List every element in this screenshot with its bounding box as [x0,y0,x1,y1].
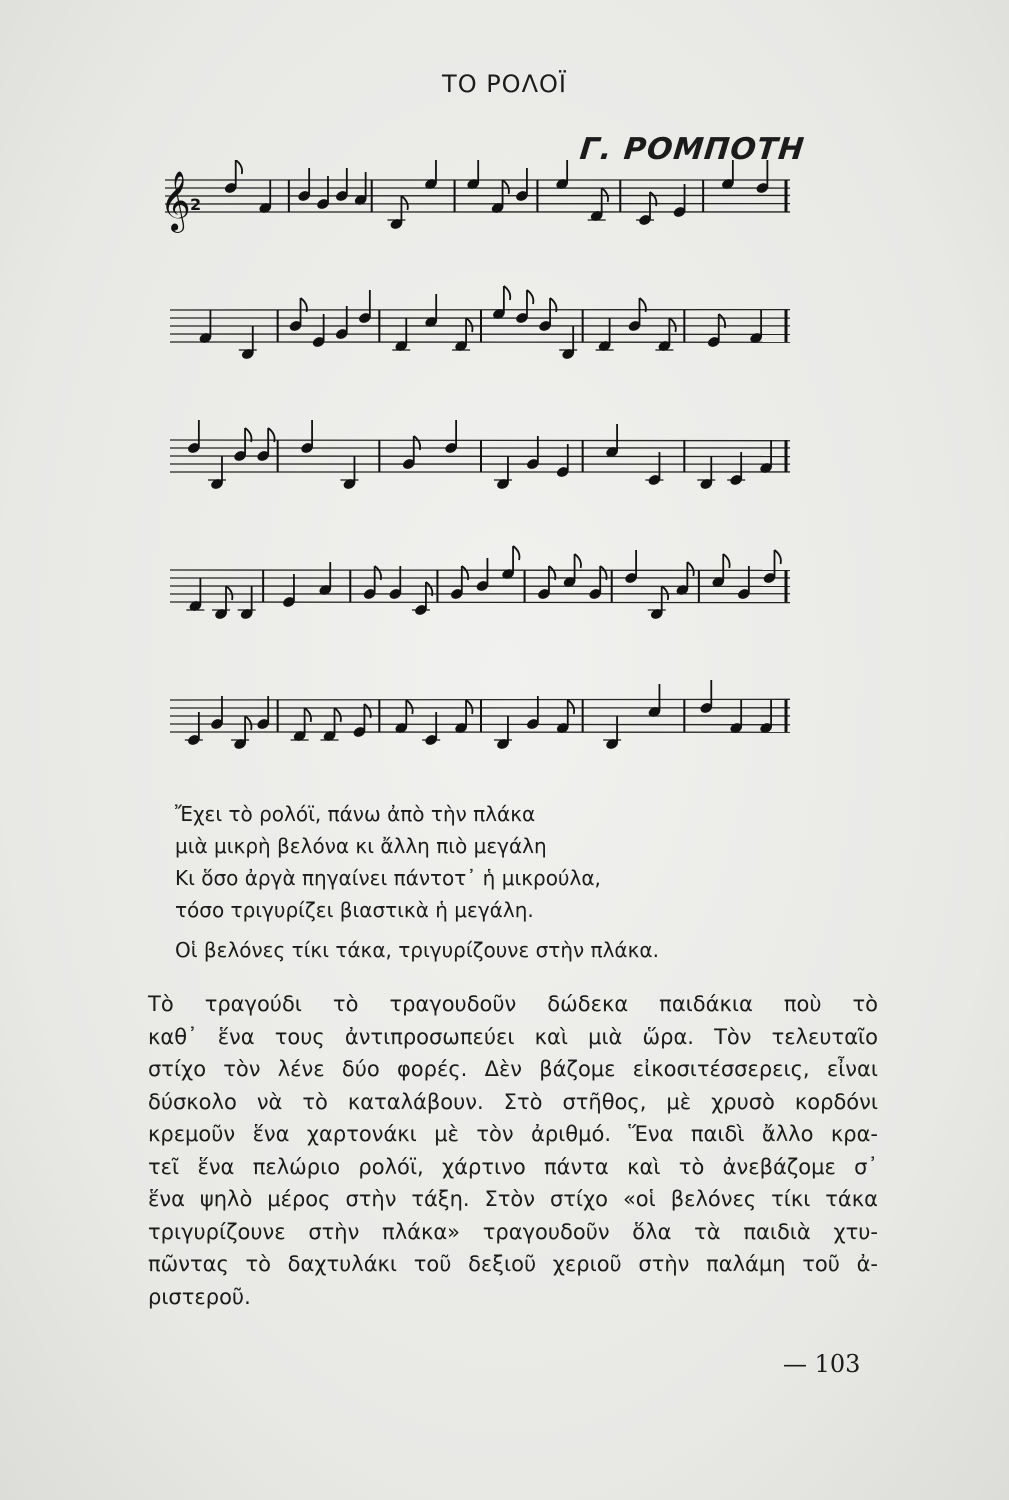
music-staff [170,546,790,621]
song-title: ΤΟ ΡΟΛΟΪ [442,70,567,98]
music-score [150,160,800,800]
paragraph-line: ριστεροῦ. [148,1284,251,1309]
paragraph-line: Τὸ τραγούδι τὸ τραγουδοῦν δώδεκα παιδάκια ποὺ τὸ [148,992,878,1016]
composer-name: Γ. ΡΟΜΠΟΤΗ [578,132,807,167]
music-staff [170,680,790,751]
paragraph-line: στίχο τὸν λένε δύο φορές. Δὲν βάζομε εἰκοσιτέσσερεις, εἶναι [148,1057,878,1081]
svg-text:𝄞: 𝄞 [160,171,191,231]
lyric-line: Κι ὅσο ἀργὰ πηγαίνει πάντοτ᾽ ἡ μικρούλα, [175,866,601,890]
paragraph-line: ἕνα ψηλὸ μέρος στὴν τάξη. Στὸν στίχο «οἱ βελόνες τίκι τάκα [148,1187,878,1211]
paragraph-line: τριγυρίζουνε στὴν πλάκα» τραγουδοῦν ὅλα τὰ παιδιὰ χτυ- [148,1219,878,1244]
music-staff [170,420,790,491]
description-paragraph [148,988,878,1313]
music-staff [160,160,790,233]
lyric-refrain: Οἱ βελόνες τίκι τάκα, τριγυρίζουνε στὴν πλάκα. [175,938,659,962]
svg-text:2: 2 [190,195,202,214]
lyric-line: μιὰ μικρὴ βελόνα κι ἄλλη πιὸ μεγάλη [175,834,547,858]
paragraph-line: δύσκολο νὰ τὸ καταλάβουν. Στὸ στῆθος, μὲ χρυσὸ κορδόνι [148,1089,878,1114]
music-staff [170,286,790,361]
lyric-line: τόσο τριγυρίζει βιαστικὰ ἡ μεγάλη. [175,898,534,922]
paragraph-line: τεῖ ἕνα πελώριο ρολόϊ, χάρτινο πάντα καὶ τὸ ἀνεβάζομε σ᾽ [148,1154,878,1179]
paragraph-line: κρεμοῦν ἕνα χαρτονάκι μὲ τὸν ἀριθμό. Ἕνα παιδὶ ἄλλο κρα- [148,1122,878,1146]
paragraph-line: πῶντας τὸ δαχτυλάκι τοῦ δεξιοῦ χεριοῦ στὴν παλάμη τοῦ ἀ- [148,1252,878,1276]
page-number: — 103 [783,1350,861,1378]
lyric-line: Ἔχει τὸ ρολόϊ, πάνω ἀπὸ τὴν πλάκα [175,802,536,826]
song-lyrics [175,798,815,966]
paragraph-line: καθ᾽ ἕνα τους ἀντιπροσωπεύει καὶ μιὰ ὥρα. Τὸν τελευταῖο [148,1024,878,1049]
